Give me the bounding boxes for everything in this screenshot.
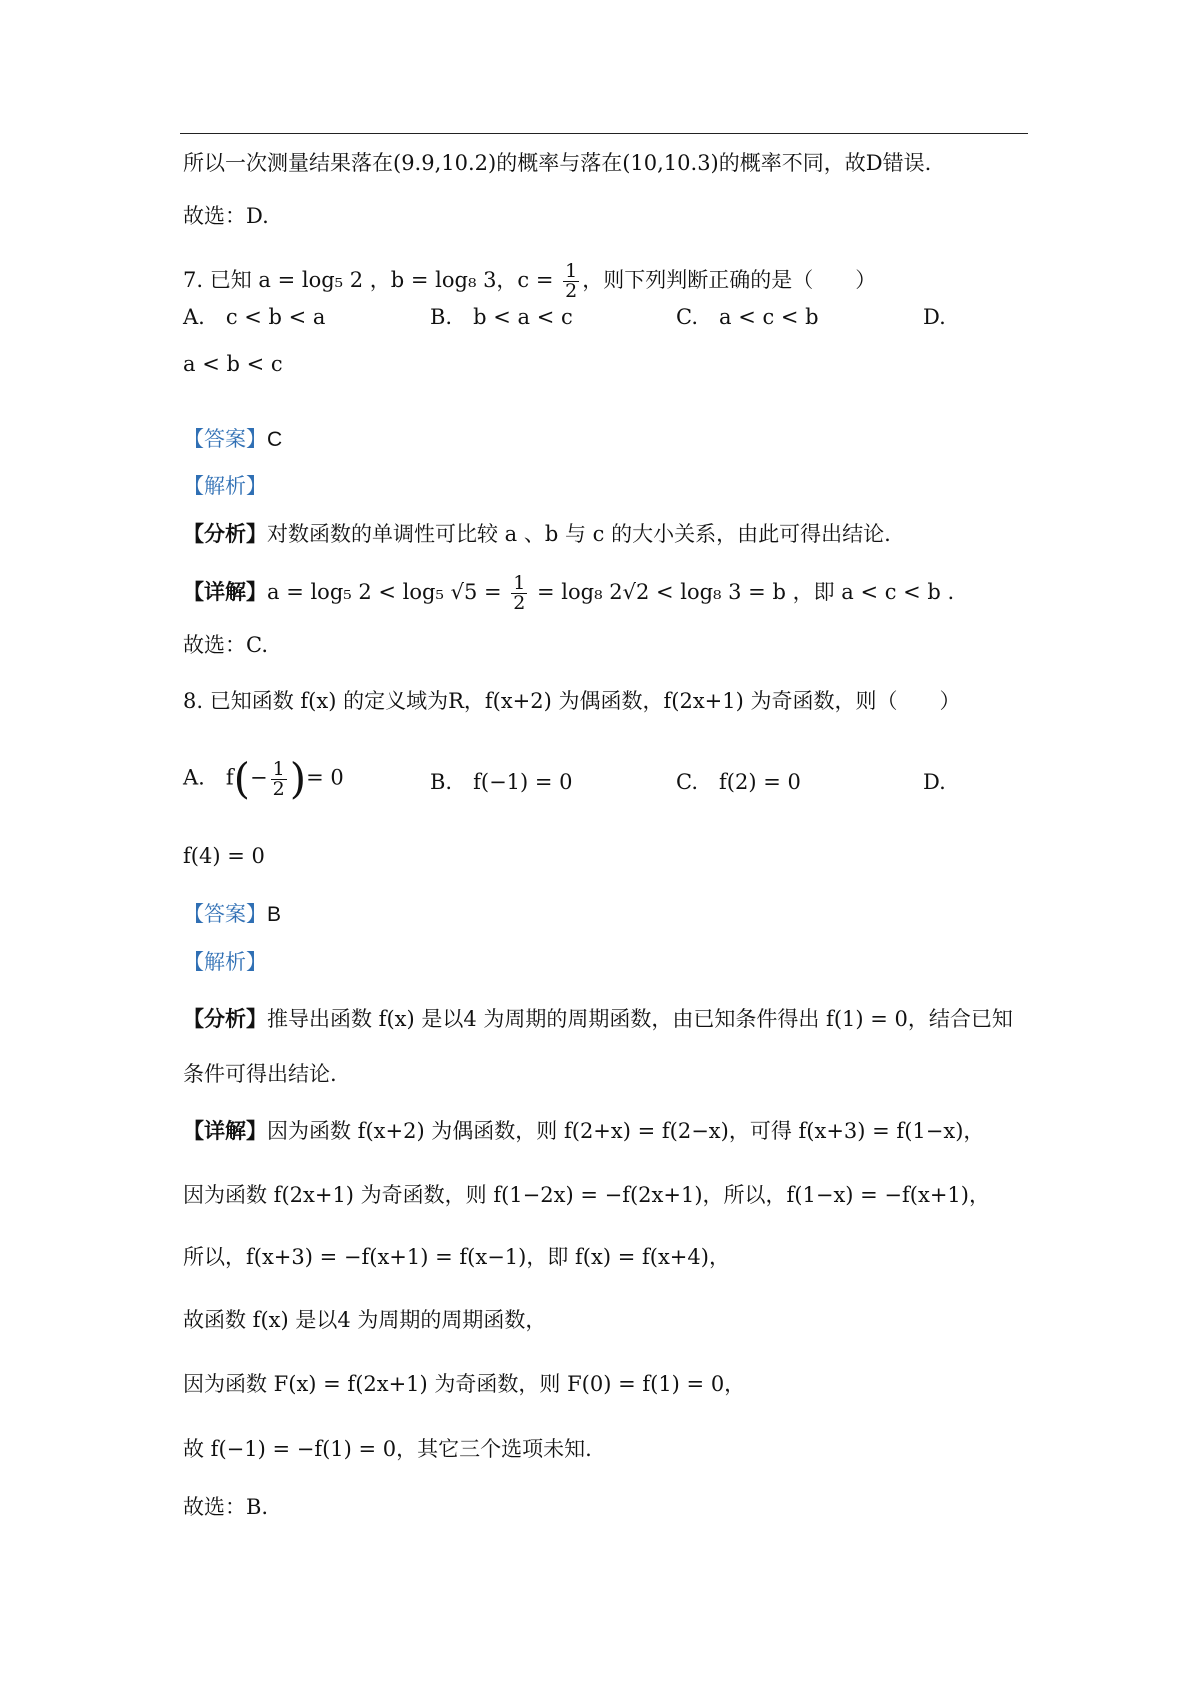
q7-frac-den: 2 — [565, 280, 578, 302]
fenxi-tag: 【分析】 — [183, 521, 267, 546]
q8-fenxi-2: 条件可得出结论. — [183, 1062, 337, 1086]
q7-option-c: C. a < c < b — [676, 305, 819, 329]
xj-frac-num: 1 — [513, 572, 526, 594]
q8-option-b: B. f(−1) = 0 — [430, 770, 573, 794]
q8-option-c: C. f(2) = 0 — [676, 770, 801, 794]
q7-option-d: D. — [923, 305, 946, 329]
header-rule — [180, 133, 1028, 134]
xiangjie-tag: 【详解】 — [183, 1118, 267, 1143]
q7-frac-num: 1 — [565, 260, 578, 282]
xiangjie-pre: a = log₅ 2 < log₅ √5 = — [267, 580, 509, 604]
fenxi-text-1: 推导出函数 f(x) 是以4 为周期的周期函数，由已知条件得出 f(1) = 0，结合已知 — [267, 1007, 1013, 1031]
q8-jiexi: 【解析】 — [183, 950, 267, 974]
answer-tag: 【答案】 — [183, 427, 267, 451]
answer-value: B — [267, 903, 282, 926]
xiangjie-post: = log₈ 2√2 < log₈ 3 = b ，即 a < c < b . — [530, 580, 955, 604]
q7-stem-pre: 7. 已知 a = log₅ 2 ，b = log₈ 3，c = — [183, 268, 561, 292]
q7-option-d-content: a < b < c — [183, 352, 283, 376]
q8-choose: 故选：B. — [183, 1495, 269, 1519]
xj-frac-den: 2 — [513, 592, 526, 614]
q8-optA-post: = 0 — [306, 765, 344, 790]
q7-fraction — [563, 262, 579, 301]
q7-stem — [183, 262, 876, 301]
q8-answer — [183, 899, 281, 930]
q8-xiangjie-4: 故函数 f(x) 是以4 为周期的周期函数， — [183, 1308, 547, 1332]
q7-choose: 故选：C. — [183, 633, 268, 657]
xiangjie-text-1: 因为函数 f(x+2) 为偶函数，则 f(2+x) = f(2−x)，可得 f(x+3) = f(1−x)， — [267, 1119, 985, 1143]
q8-option-a — [183, 754, 344, 803]
text-line-1: 所以一次测量结果落在(9.9,10.2)的概率与落在(10,10.3)的概率不同，故D错误. — [183, 151, 932, 175]
text-line-2: 故选：D. — [183, 204, 269, 228]
q8-optA-sign: − — [250, 765, 268, 790]
q8-xiangjie-3: 所以，f(x+3) = −f(x+1) = f(x−1)，即 f(x) = f(x+4)， — [183, 1245, 730, 1269]
q8-option-d-content: f(4) = 0 — [183, 844, 265, 868]
answer-tag: 【答案】 — [183, 902, 267, 926]
q7-jiexi: 【解析】 — [183, 474, 267, 498]
q8-xiangjie-1 — [183, 1116, 984, 1146]
q8-optA-fraction — [271, 757, 287, 800]
answer-value: C — [267, 428, 283, 451]
q8-fenxi-1 — [183, 1004, 1013, 1034]
q8-optA-pre: A. f — [183, 765, 234, 790]
q8-xiangjie-5: 因为函数 F(x) = f(2x+1) 为奇函数，则 F(0) = f(1) = 0， — [183, 1372, 746, 1396]
q7-stem-post: ，则下列判断正确的是（ ） — [582, 268, 877, 292]
q8-optA-num: 1 — [272, 757, 285, 780]
xiangjie-tag: 【详解】 — [183, 579, 267, 604]
fenxi-tag: 【分析】 — [183, 1006, 267, 1031]
q8-xiangjie-6: 故 f(−1) = −f(1) = 0，其它三个选项未知. — [183, 1437, 592, 1461]
q8-xiangjie-2: 因为函数 f(2x+1) 为奇函数，则 f(1−2x) = −f(2x+1)，所以，f(1−x) = −f(x+1)， — [183, 1183, 990, 1207]
q7-fenxi — [183, 519, 891, 549]
xiangjie-fraction — [511, 574, 527, 613]
q8-option-d: D. — [923, 770, 946, 794]
right-paren: ) — [289, 754, 307, 803]
q8-stem: 8. 已知函数 f(x) 的定义域为R，f(x+2) 为偶函数，f(2x+1) 为奇函数，则（ ） — [183, 689, 961, 713]
fenxi-text: 对数函数的单调性可比较 a 、b 与 c 的大小关系，由此可得出结论. — [267, 522, 891, 546]
q7-option-b: B. b < a < c — [430, 305, 573, 329]
q7-xiangjie — [183, 574, 954, 613]
q7-option-a: A. c < b < a — [183, 305, 326, 329]
left-paren: ( — [233, 754, 251, 803]
q8-optA-den: 2 — [272, 777, 285, 800]
q7-answer — [183, 424, 282, 455]
